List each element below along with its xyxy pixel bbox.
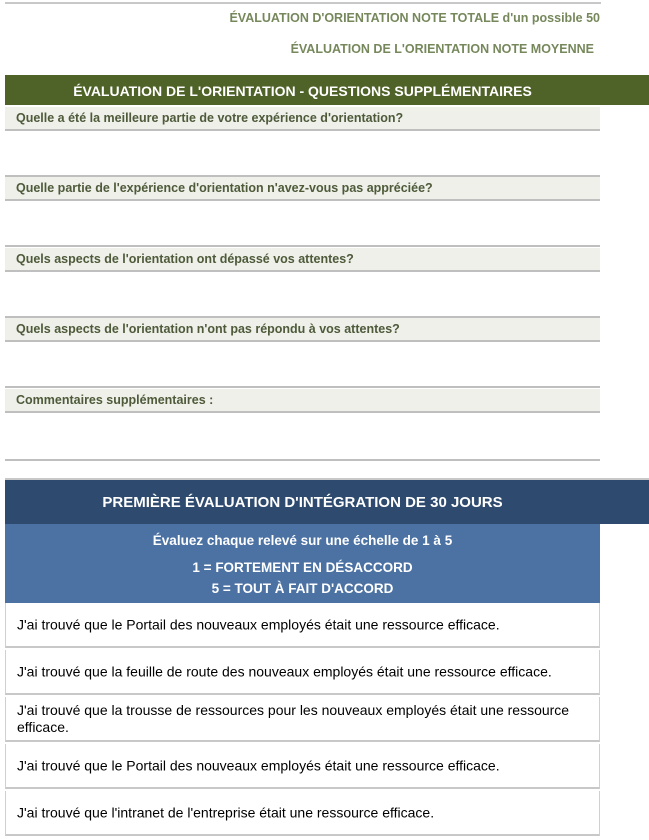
statement-row [5, 744, 600, 789]
statement-text: J'ai trouvé que le Portail des nouveaux employés était une ressource efficace. [17, 616, 500, 632]
scale-max-label: 5 = TOUT À FAIT D'ACCORD [211, 581, 394, 596]
question-row [5, 389, 649, 413]
total-score-label: ÉVALUATION D'ORIENTATION NOTE TOTALE d'un possible 50 [229, 11, 600, 25]
rating-scale-box [5, 524, 600, 603]
average-score-label: ÉVALUATION DE L'ORIENTATION NOTE MOYENNE [290, 42, 594, 56]
statement-row [5, 650, 600, 695]
question-label: Quelle a été la meilleure partie de votre expérience d'orientation? [16, 111, 404, 125]
answer-field[interactable] [5, 131, 600, 177]
scale-instruction: Évaluez chaque relevé sur une échelle de 1 à 5 [152, 533, 453, 548]
question-label: Quels aspects de l'orientation ont dépassé vos attentes? [16, 252, 354, 266]
question-label: Quelle partie de l'expérience d'orientation n'avez-vous pas appréciée? [16, 181, 433, 195]
orientation-questions-title: ÉVALUATION DE L'ORIENTATION - QUESTIONS SUPPLÉMENTAIRES [73, 83, 532, 99]
question-label: Commentaires supplémentaires : [16, 393, 214, 407]
answer-field[interactable] [5, 342, 600, 388]
question-row [5, 318, 649, 342]
integration-header [5, 478, 649, 524]
answer-field[interactable] [5, 272, 600, 318]
statement-row [5, 697, 600, 742]
integration-title: PREMIÈRE ÉVALUATION D'INTÉGRATION DE 30 JOURS [102, 494, 503, 511]
statement-text: J'ai trouvé que le Portail des nouveaux employés était une ressource efficace. [17, 757, 500, 773]
question-row [5, 107, 649, 131]
top-divider [5, 2, 601, 4]
statement-row [5, 791, 600, 836]
orientation-questions-header [5, 75, 649, 105]
scale-min-label: 1 = FORTEMENT EN DÉSACCORD [192, 560, 413, 575]
statement-text: J'ai trouvé que la feuille de route des nouveaux employés était une ressource efficace. [17, 663, 552, 679]
answer-field[interactable] [5, 413, 600, 461]
statement-text: J'ai trouvé que l'intranet de l'entreprise était une ressource efficace. [17, 804, 435, 820]
question-row [5, 248, 649, 272]
question-row [5, 177, 649, 201]
statement-text: J'ai trouvé que la trousse de ressources pour les nouveaux employés était une ressource efficace. [17, 701, 570, 735]
statement-row [5, 603, 600, 648]
answer-field[interactable] [5, 201, 600, 247]
question-label: Quels aspects de l'orientation n'ont pas répondu à vos attentes? [16, 322, 400, 336]
